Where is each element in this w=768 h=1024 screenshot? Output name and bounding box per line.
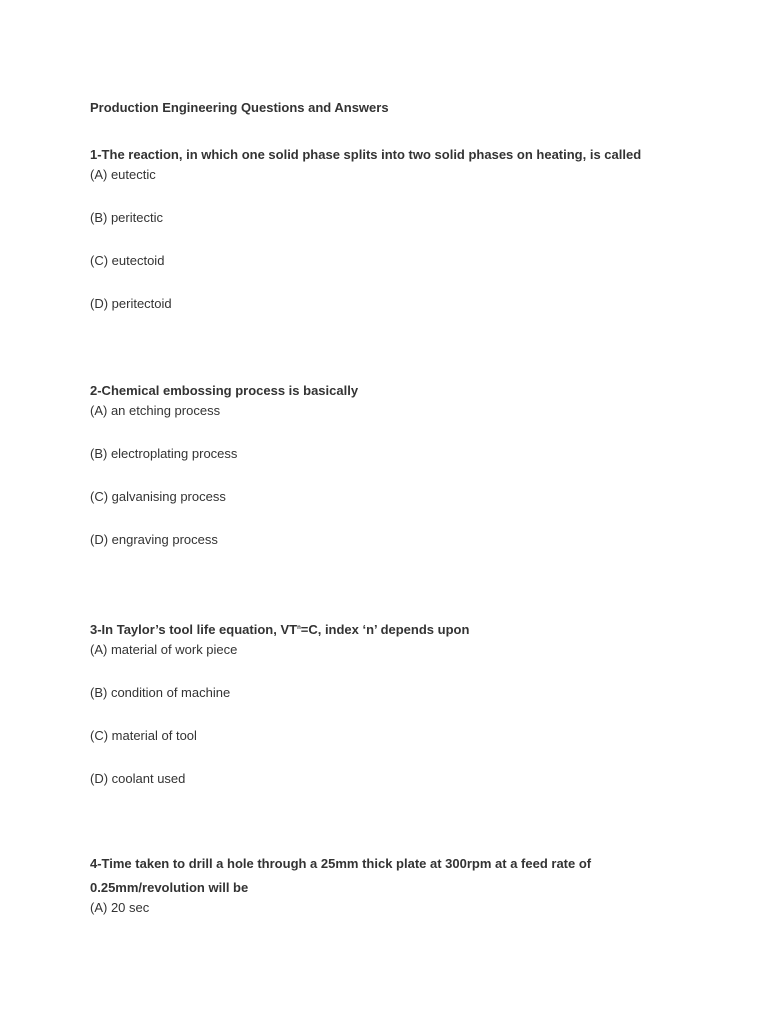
option-c: (C) galvanising process bbox=[90, 489, 226, 504]
question-1 bbox=[90, 143, 690, 339]
question-text bbox=[90, 616, 690, 642]
option-b: (B) condition of machine bbox=[90, 685, 231, 700]
question-text: 1-The reaction, in which one solid phase splits into two solid phases on heating, is called bbox=[90, 147, 642, 162]
question-text: 4-Time taken to drill a hole through a 25mm thick plate at 300rpm at a feed rate of 0.25mm/revolution will be bbox=[90, 856, 592, 895]
exponent: n bbox=[297, 625, 301, 631]
option-b: (B) peritectic bbox=[90, 210, 163, 225]
option-a: (A) eutectic bbox=[90, 167, 156, 182]
option-c: (C) material of tool bbox=[90, 728, 197, 743]
question-4 bbox=[90, 852, 620, 943]
question-3 bbox=[90, 616, 690, 814]
option-b: (B) electroplating process bbox=[90, 446, 238, 461]
option-a: (A) material of work piece bbox=[90, 642, 238, 657]
question-text: 2-Chemical embossing process is basically bbox=[90, 383, 359, 398]
option-d: (D) peritectoid bbox=[90, 296, 172, 311]
option-a: (A) 20 sec bbox=[90, 900, 150, 915]
question-2 bbox=[90, 379, 690, 575]
option-a: (A) an etching process bbox=[90, 403, 221, 418]
document-title: Production Engineering Questions and Answers bbox=[90, 100, 389, 115]
option-d: (D) coolant used bbox=[90, 771, 186, 786]
question-text-end: =C, index ‘n’ depends upon bbox=[300, 622, 470, 637]
option-c: (C) eutectoid bbox=[90, 253, 165, 268]
question-text-start: 3-In Taylor’s tool life equation, VT bbox=[90, 622, 298, 637]
option-d: (D) engraving process bbox=[90, 532, 218, 547]
